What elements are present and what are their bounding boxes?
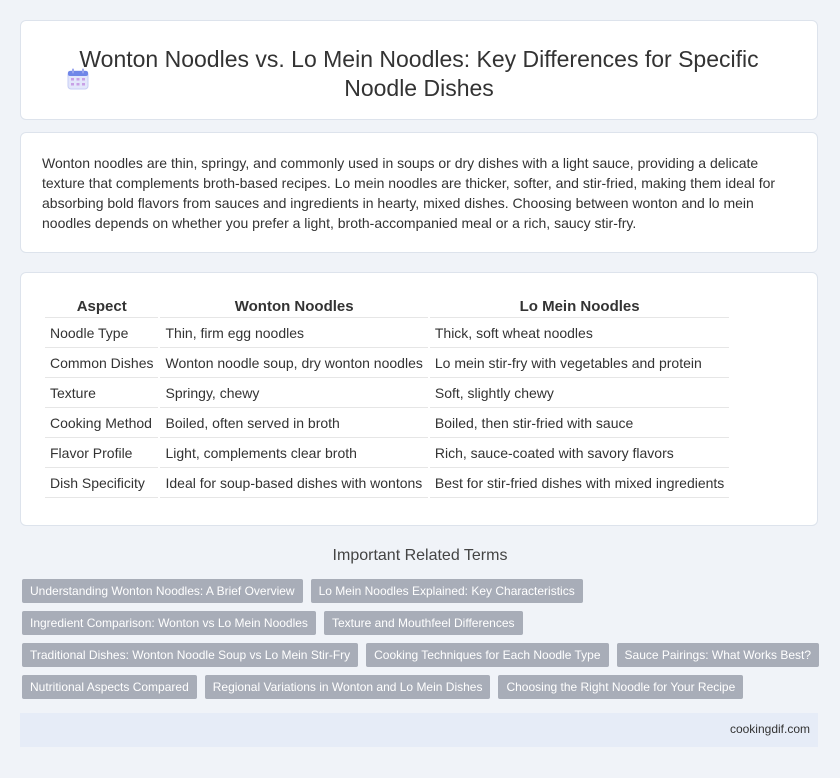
related-terms-heading: Important Related Terms bbox=[332, 547, 508, 564]
table-row bbox=[45, 318, 729, 348]
page-title: Wonton Noodles vs. Lo Mein Noodles: Key Differences for Specific Noodle Dishes bbox=[79, 46, 759, 101]
table-row bbox=[45, 438, 729, 468]
comparison-table bbox=[43, 295, 731, 498]
table-row bbox=[45, 408, 729, 438]
table-cell: Rich, sauce-coated with savory flavors bbox=[430, 438, 729, 468]
table-header-row bbox=[45, 295, 729, 318]
column-header: Aspect bbox=[45, 295, 158, 318]
column-header: Wonton Noodles bbox=[160, 295, 427, 318]
table-cell: Light, complements clear broth bbox=[160, 438, 427, 468]
table-cell: Noodle Type bbox=[45, 318, 158, 348]
table-cell: Cooking Method bbox=[45, 408, 158, 438]
table-row bbox=[45, 348, 729, 378]
table-cell: Flavor Profile bbox=[45, 438, 158, 468]
related-term-link[interactable]: Choosing the Right Noodle for Your Recipe bbox=[498, 675, 743, 699]
related-term-link[interactable]: Regional Variations in Wonton and Lo Mein Dishes bbox=[205, 675, 491, 699]
table-cell: Soft, slightly chewy bbox=[430, 378, 729, 408]
tag-row bbox=[22, 643, 822, 667]
tag-row bbox=[22, 675, 822, 699]
table-cell: Wonton noodle soup, dry wonton noodles bbox=[160, 348, 427, 378]
intro-card bbox=[20, 132, 818, 253]
related-term-link[interactable]: Understanding Wonton Noodles: A Brief Overview bbox=[22, 579, 303, 603]
title-card bbox=[20, 20, 818, 120]
related-term-link[interactable]: Texture and Mouthfeel Differences bbox=[324, 611, 523, 635]
table-cell: Best for stir-fried dishes with mixed ingredients bbox=[430, 468, 729, 498]
table-cell: Springy, chewy bbox=[160, 378, 427, 408]
footer bbox=[20, 713, 818, 747]
related-term-link[interactable]: Sauce Pairings: What Works Best? bbox=[617, 643, 820, 667]
intro-paragraph: Wonton noodles are thin, springy, and commonly used in soups or dry dishes with a light sauce, providing a delicate texture that complements broth-based recipes. Lo mein noodles are thicker, softer, and stir-fried, making them ideal for absorbing bold flavors from sauces and ingredients in hearty, mixed dishes. Choosing between wonton and lo mein noodles depends on whether you prefer a light, broth-accompanied meal or a rich, saucy stir-fry. bbox=[42, 155, 776, 231]
column-header: Lo Mein Noodles bbox=[430, 295, 729, 318]
table-row bbox=[45, 468, 729, 498]
comparison-card bbox=[20, 272, 818, 526]
related-term-link[interactable]: Lo Mein Noodles Explained: Key Characteristics bbox=[311, 579, 583, 603]
related-term-link[interactable]: Traditional Dishes: Wonton Noodle Soup vs Lo Mein Stir-Fry bbox=[22, 643, 358, 667]
table-cell: Dish Specificity bbox=[45, 468, 158, 498]
related-term-link[interactable]: Nutritional Aspects Compared bbox=[22, 675, 197, 699]
table-row bbox=[45, 378, 729, 408]
table-cell: Lo mein stir-fry with vegetables and protein bbox=[430, 348, 729, 378]
table-cell: Texture bbox=[45, 378, 158, 408]
table-cell: Thin, firm egg noodles bbox=[160, 318, 427, 348]
table-cell: Thick, soft wheat noodles bbox=[430, 318, 729, 348]
table-cell: Boiled, often served in broth bbox=[160, 408, 427, 438]
related-term-link[interactable]: Cooking Techniques for Each Noodle Type bbox=[366, 643, 608, 667]
site-name[interactable]: cookingdif.com bbox=[729, 722, 810, 736]
related-term-link[interactable]: Ingredient Comparison: Wonton vs Lo Mein Noodles bbox=[22, 611, 316, 635]
tag-row bbox=[22, 579, 822, 603]
tag-row bbox=[22, 611, 822, 635]
table-cell: Boiled, then stir-fried with sauce bbox=[430, 408, 729, 438]
related-terms-list bbox=[22, 579, 822, 707]
table-cell: Common Dishes bbox=[45, 348, 158, 378]
table-cell: Ideal for soup-based dishes with wontons bbox=[160, 468, 427, 498]
